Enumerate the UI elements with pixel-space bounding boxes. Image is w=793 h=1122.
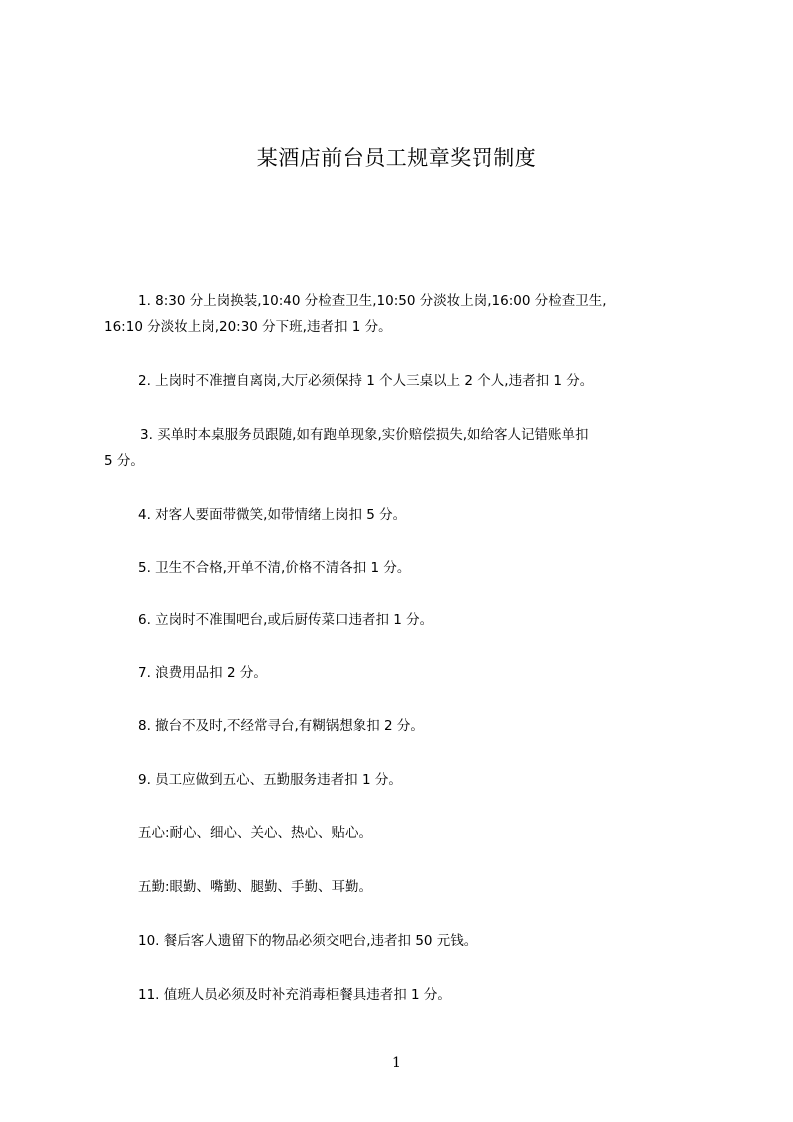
rule-5: 5. 卫生不合格,开单不清,价格不清各扣 1 分。 [138,560,411,576]
rule-3-line-1: 3. 买单时本桌服务员跟随,如有跑单现象,实价赔偿损失,如给客人记错账单扣 [140,427,589,443]
document-title: 某酒店前台员工规章奖罚制度 [256,146,537,170]
rule-1-line-2: 16:10 分淡妆上岗,20:30 分下班,违者扣 1 分。 [104,319,392,335]
rule-7: 7. 浪费用品扣 2 分。 [138,665,267,681]
rule-3-line-2: 5 分。 [104,453,144,469]
rule-2: 2. 上岗时不准擅自离岗,大厅必须保持 1 个人三桌以上 2 个人,违者扣 1 分。 [138,373,594,389]
page-number: 1 [392,1055,401,1071]
rule-1-line-1: 1. 8:30 分上岗换装,10:40 分检查卫生,10:50 分淡妆上岗,16:00 分检查卫生, [138,293,607,309]
rule-8: 8. 撤台不及时,不经常寻台,有糊锅想象扣 2 分。 [138,718,424,734]
rule-10: 10. 餐后客人遗留下的物品必须交吧台,违者扣 50 元钱。 [138,933,478,949]
rule-11: 11. 值班人员必须及时补充消毒柜餐具违者扣 1 分。 [138,987,451,1003]
rule-4: 4. 对客人要面带微笑,如带情绪上岗扣 5 分。 [138,507,407,523]
rule-6: 6. 立岗时不准围吧台,或后厨传菜口违者扣 1 分。 [138,612,434,628]
rule-9-wuxin: 五心:耐心、细心、关心、热心、贴心。 [138,825,373,841]
rule-9-wuqin: 五勤:眼勤、嘴勤、腿勤、手勤、耳勤。 [138,879,373,895]
rule-9: 9. 员工应做到五心、五勤服务违者扣 1 分。 [138,772,402,788]
